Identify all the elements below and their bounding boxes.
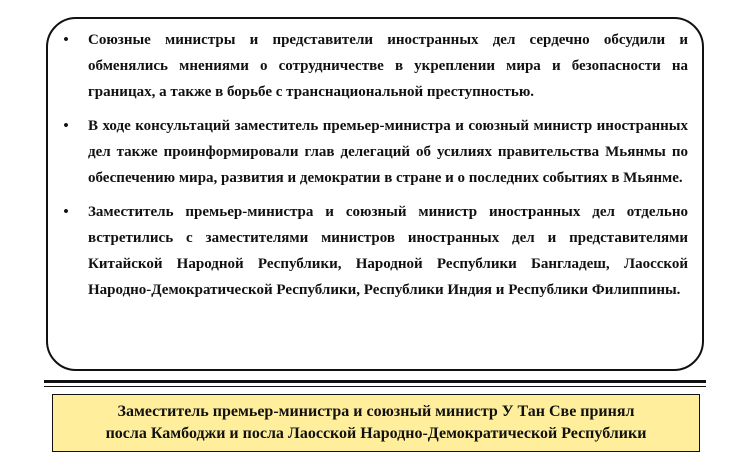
bullet-list: [60, 27, 688, 311]
bullet-item: [60, 113, 688, 191]
headline-box: [52, 394, 700, 452]
headline-line-1: Заместитель премьер-министра и союзный министр У Тан Све принял: [117, 403, 635, 420]
bullet-dot-icon: •: [63, 32, 69, 48]
section-divider-thin: [44, 386, 706, 387]
page-header-strip: [0, 0, 750, 9]
bullet-dot-icon: •: [63, 204, 69, 220]
bullet-item: [60, 27, 688, 105]
bullet-item: [60, 199, 688, 303]
bullet-text: Заместитель премьер-министра и союзный министр иностранных дел отдельно встретились с заместителями министров иностранных дел и представителями Китайской Народной Республики, Народной Республики Бангладеш, Лаосской Народно-Демократической Республики, Республики Индия и Республики Филиппины.: [88, 204, 688, 298]
section-divider-thick: [44, 380, 706, 383]
bullet-text: Союзные министры и представители иностранных дел сердечно обсудили и обменялись мнениями о сотрудничестве в укреплении мира и безопасности на границах, а также в борьбе с транснациональной преступностью.: [88, 32, 688, 100]
bullet-text: В ходе консультаций заместитель премьер-министра и союзный министр иностранных дел также проинформировали глав делегаций об усилиях правительства Мьянмы по обеспечению мира, развития и демократии в стране и о последних событиях в Мьянме.: [88, 118, 688, 186]
headline-line-2: посла Камбоджи и посла Лаосской Народно-Демократической Республики: [105, 425, 647, 442]
bullet-dot-icon: •: [63, 118, 69, 134]
